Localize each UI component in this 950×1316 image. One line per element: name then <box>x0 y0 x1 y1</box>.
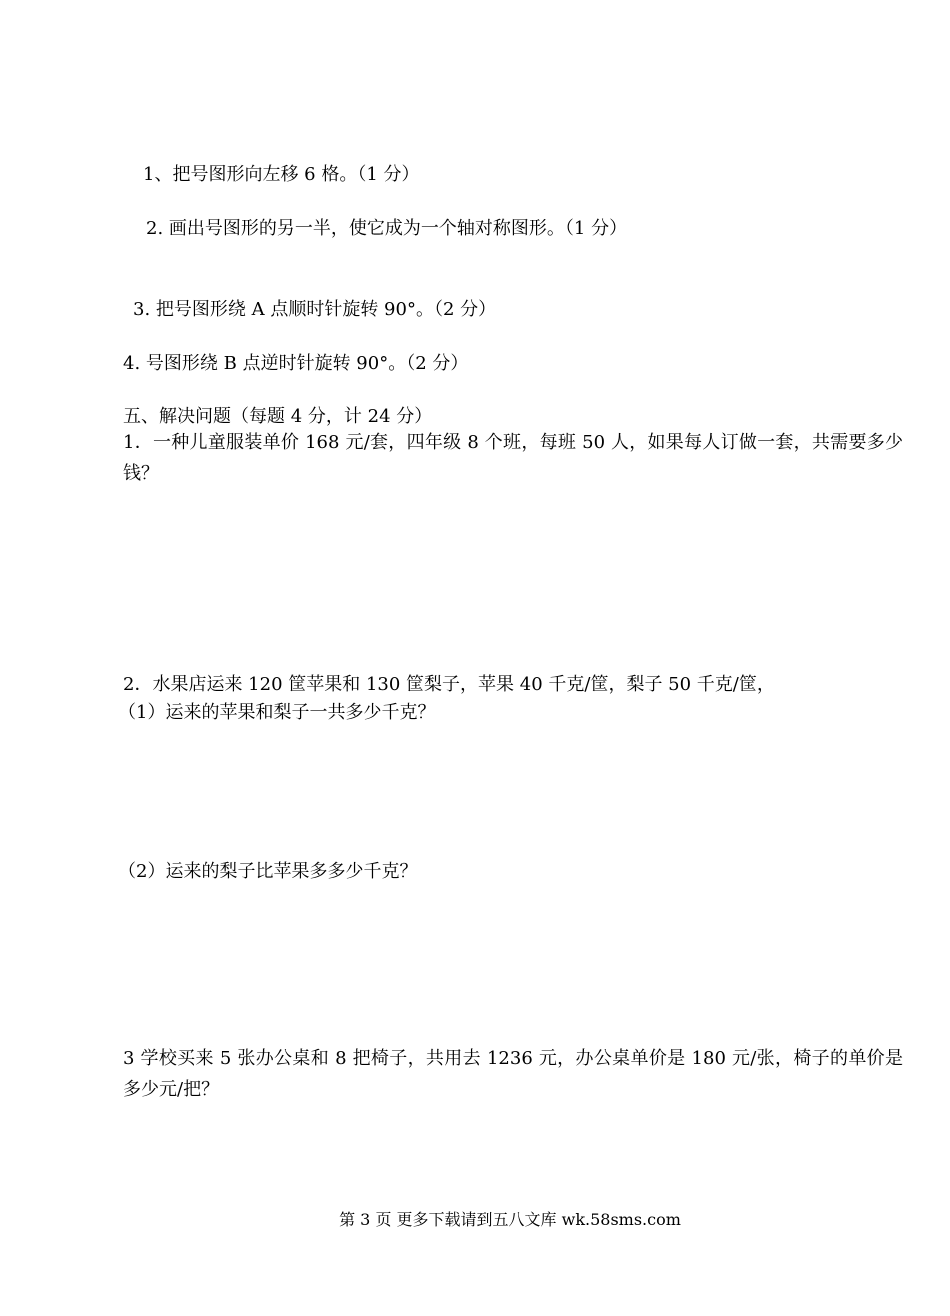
question-1: 1．一种儿童服装单价 168 元/套，四年级 8 个班，每班 50 人，如果每人订做一套，共需要多少钱？ <box>123 432 903 484</box>
task-4: 4. 号图形绕 B 点逆时针旋转 90°。（2 分） <box>123 353 469 374</box>
task-1: 1、把号图形向左移 6 格。（1 分） <box>143 164 420 185</box>
question-3: 3 学校买来 5 张办公桌和 8 把椅子，共用去 1236 元，办公桌单价是 180 元/张，椅子的单价是多少元/把？ <box>123 1048 903 1100</box>
question-2: 2．水果店运来 120 筐苹果和 130 筐梨子，苹果 40 千克/筐，梨子 50 千克/筐， <box>123 674 775 695</box>
section-heading: 五、解决问题（每题 4 分，计 24 分） <box>123 406 433 427</box>
task-2: 2. 画出号图形的另一半，使它成为一个轴对称图形。（1 分） <box>146 218 628 239</box>
question-2-part-2: （2）运来的梨子比苹果多多少千克？ <box>118 861 418 882</box>
question-2-part-1: （1）运来的苹果和梨子一共多少千克？ <box>118 702 436 723</box>
task-3: 3. 把号图形绕 A 点顺时针旋转 90°。（2 分） <box>133 299 497 320</box>
page-footer: 第 3 页 更多下载请到五八文库 wk.58sms.com <box>339 1210 681 1229</box>
